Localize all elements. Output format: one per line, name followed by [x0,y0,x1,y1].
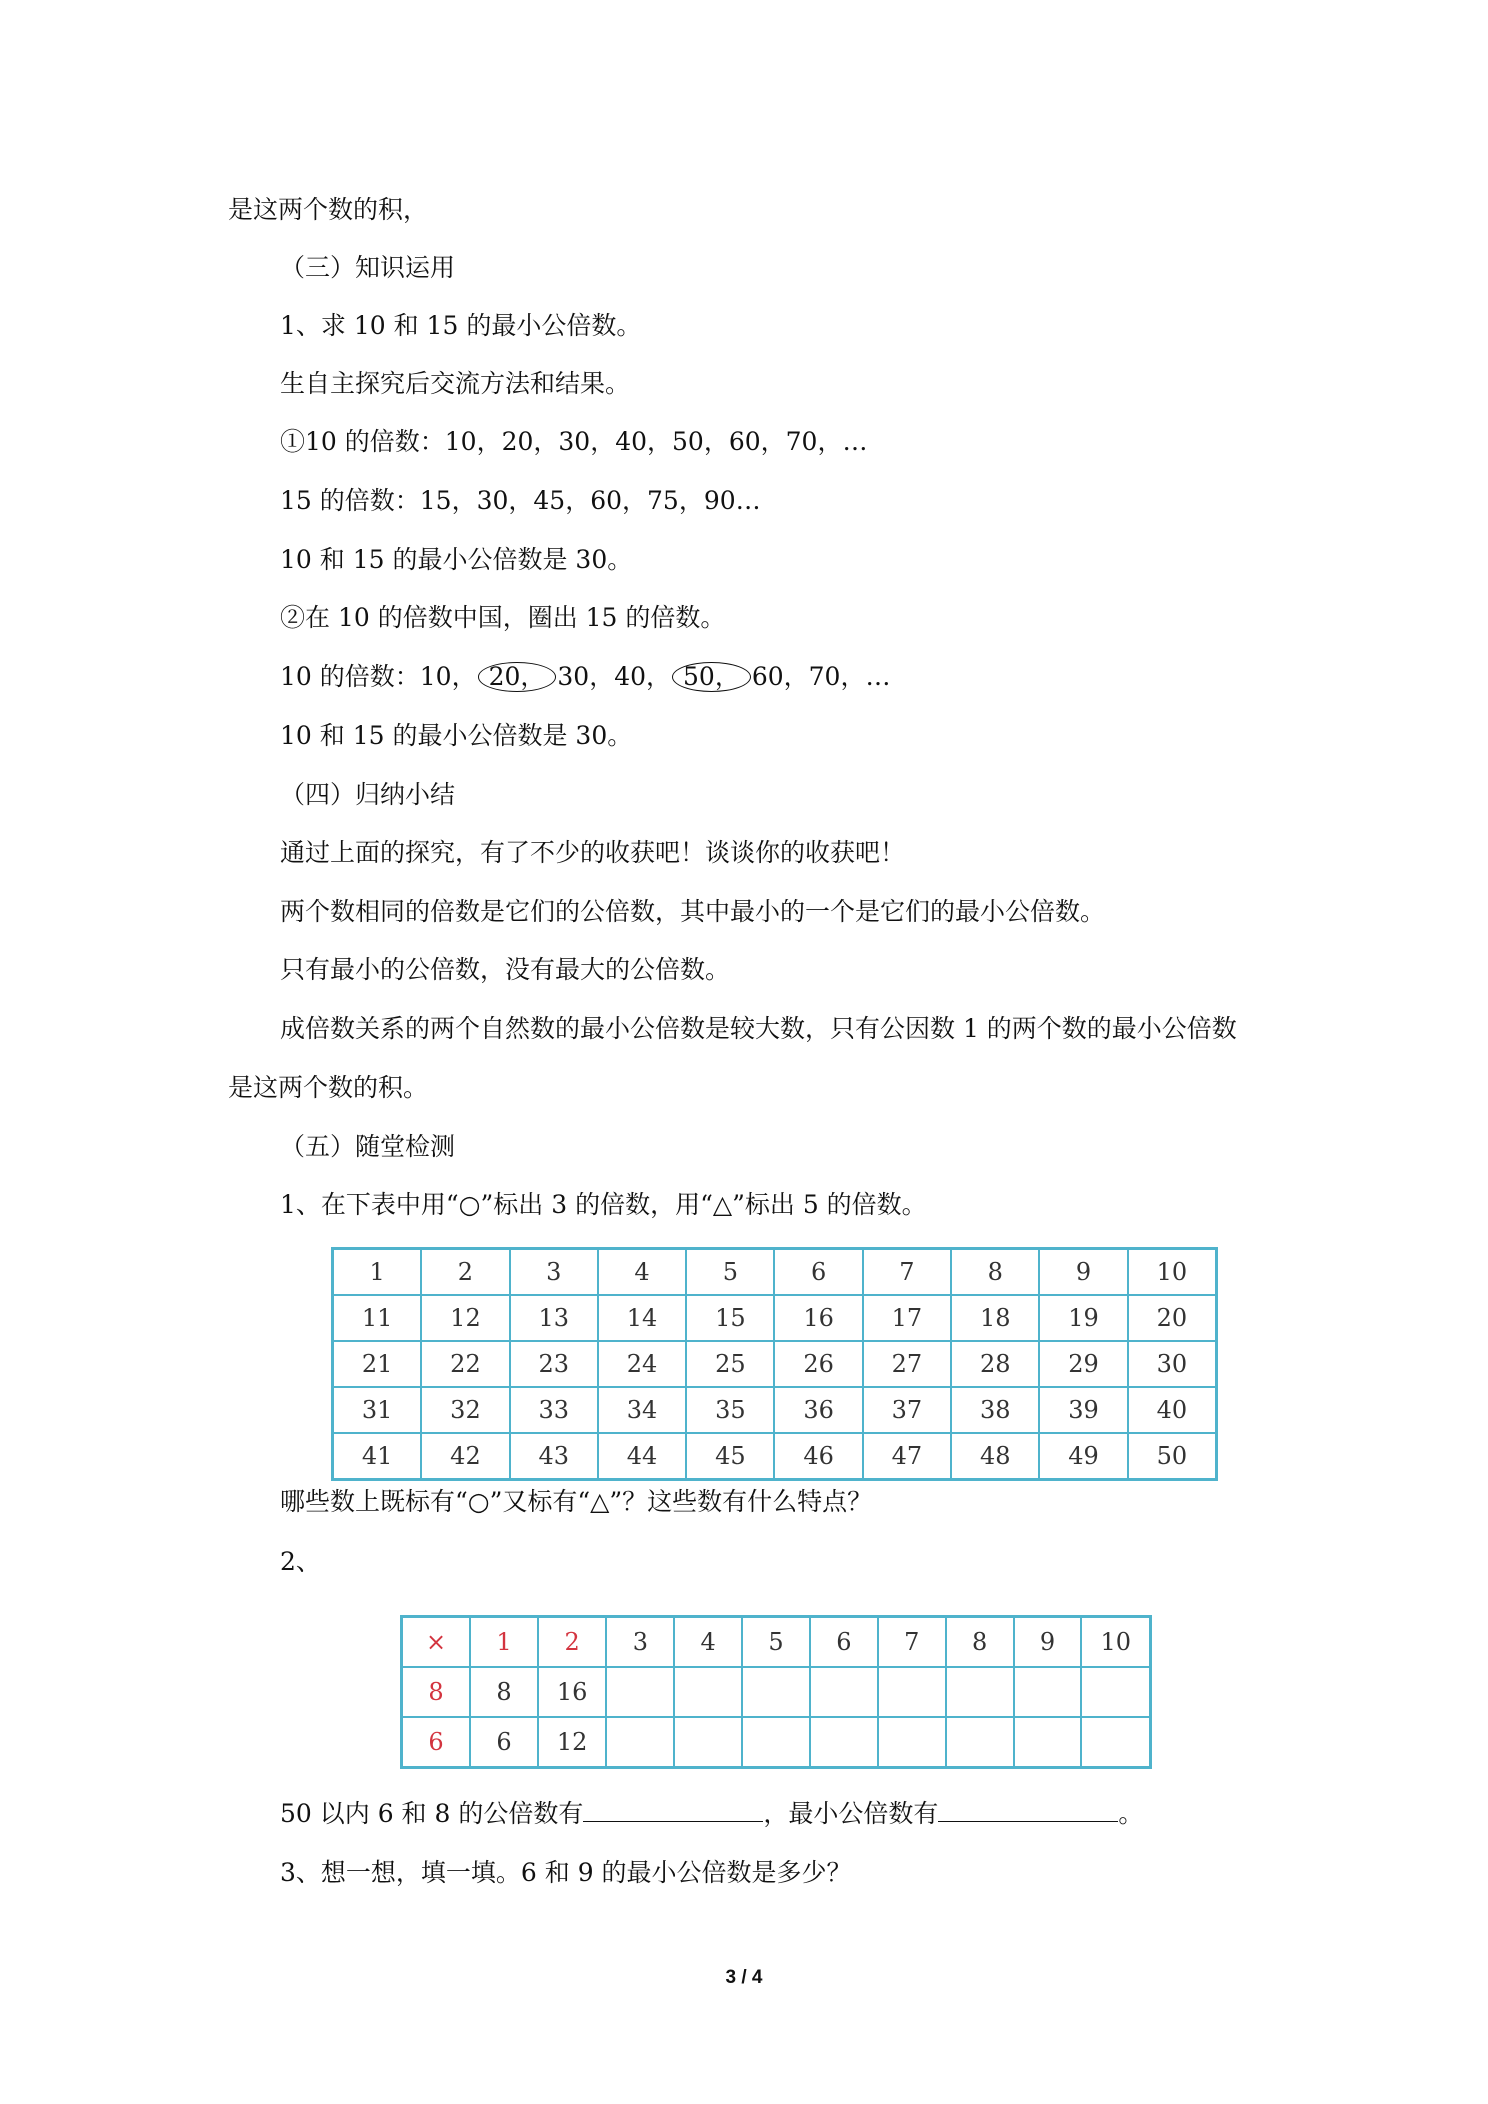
answer-cell[interactable] [810,1717,878,1768]
header-cell: × [402,1617,471,1668]
answer-cell[interactable] [946,1717,1014,1768]
grid-cell: 4 [598,1249,686,1296]
number-grid-table [331,1247,1218,1481]
table-cell: 6 [810,1617,878,1668]
grid-cell: 10 [1128,1249,1217,1296]
section-heading: （三）知识运用 [280,253,456,282]
grid-cell: 45 [686,1433,774,1480]
grid-cell: 30 [1128,1341,1217,1387]
grid-cell: 50 [1128,1433,1217,1480]
grid-cell: 16 [774,1295,862,1341]
table-row [333,1249,1217,1296]
text-line: 10 和 15 的最小公倍数是 30。 [280,545,633,574]
text-segment: 10 的倍数：10， [280,662,477,691]
header-cell: 6 [402,1717,471,1768]
table-row [333,1295,1217,1341]
table-cell: 9 [1014,1617,1082,1668]
answer-cell[interactable] [810,1667,878,1717]
section-heading: （五）随堂检测 [280,1132,456,1161]
table-row [333,1433,1217,1480]
grid-cell: 22 [421,1341,509,1387]
circled-number: 20， [478,662,557,692]
grid-cell: 34 [598,1387,686,1433]
table-row [402,1717,1151,1768]
text-segment: ，最小公倍数有 [763,1799,939,1828]
answer-cell[interactable] [946,1667,1014,1717]
text-line: 两个数相同的倍数是它们的公倍数，其中最小的一个是它们的最小公倍数。 [280,897,1106,926]
text-line: 只有最小的公倍数，没有最大的公倍数。 [280,955,731,984]
grid-cell: 41 [333,1433,422,1480]
grid-cell: 26 [774,1341,862,1387]
grid-cell: 13 [510,1295,598,1341]
grid-cell: 43 [510,1433,598,1480]
grid-cell: 18 [951,1295,1039,1341]
section-heading: （四）归纳小结 [280,780,456,809]
table-cell: 16 [538,1667,606,1717]
circled-multiples-line [280,660,890,694]
grid-cell: 11 [333,1295,422,1341]
answer-cell[interactable] [1014,1717,1082,1768]
grid-cell: 7 [863,1249,951,1296]
exercise-title: 2、 [280,1547,321,1576]
table-cell: 3 [606,1617,674,1668]
text-segment: 30，40， [557,662,672,691]
grid-cell: 9 [1039,1249,1127,1296]
grid-cell: 46 [774,1433,862,1480]
circled-number: 50， [672,662,751,692]
grid-cell: 8 [951,1249,1039,1296]
exercise-title: 3、想一想，填一填。6 和 9 的最小公倍数是多少？ [280,1858,852,1887]
grid-cell: 38 [951,1387,1039,1433]
answer-cell[interactable] [1081,1717,1150,1768]
table-cell: 10 [1081,1617,1150,1668]
table-row [333,1387,1217,1433]
answer-cell[interactable] [606,1667,674,1717]
grid-cell: 17 [863,1295,951,1341]
answer-cell[interactable] [878,1667,946,1717]
grid-cell: 12 [421,1295,509,1341]
table-cell: 5 [742,1617,810,1668]
text-line: 15 的倍数：15，30，45，60，75，90… [280,486,761,515]
grid-cell: 28 [951,1341,1039,1387]
answer-cell[interactable] [674,1667,742,1717]
text-segment: 。 [1118,1799,1144,1828]
question-text: 哪些数上既标有“○”又标有“△”？这些数有什么特点？ [280,1487,873,1516]
table-cell: 7 [878,1617,946,1668]
text-line: 成倍数关系的两个自然数的最小公倍数是较大数，只有公因数 1 的两个数的最小公倍数 [280,1014,1237,1043]
table-row [333,1341,1217,1387]
grid-cell: 27 [863,1341,951,1387]
text-line: 生自主探究后交流方法和结果。 [280,369,631,398]
grid-cell: 21 [333,1341,422,1387]
answer-cell[interactable] [674,1717,742,1768]
answer-blank[interactable] [938,1797,1118,1822]
answer-cell[interactable] [1014,1667,1082,1717]
grid-cell: 35 [686,1387,774,1433]
grid-cell: 5 [686,1249,774,1296]
table-row [402,1617,1151,1668]
grid-cell: 15 [686,1295,774,1341]
grid-cell: 23 [510,1341,598,1387]
grid-cell: 2 [421,1249,509,1296]
grid-cell: 39 [1039,1387,1127,1433]
header-cell: 2 [538,1617,606,1668]
grid-cell: 40 [1128,1387,1217,1433]
grid-cell: 33 [510,1387,598,1433]
grid-cell: 14 [598,1295,686,1341]
exercise-title: 1、在下表中用“○”标出 3 的倍数，用“△”标出 5 的倍数。 [280,1190,927,1219]
answer-cell[interactable] [742,1717,810,1768]
answer-blank[interactable] [583,1797,763,1822]
grid-cell: 24 [598,1341,686,1387]
grid-cell: 29 [1039,1341,1127,1387]
grid-cell: 3 [510,1249,598,1296]
grid-cell: 6 [774,1249,862,1296]
table-cell: 8 [946,1617,1014,1668]
table-cell: 4 [674,1617,742,1668]
table-cell: 12 [538,1717,606,1768]
text-line: ②在 10 的倍数中国，圈出 15 的倍数。 [280,603,726,632]
text-line: 10 和 15 的最小公倍数是 30。 [280,721,633,750]
answer-cell[interactable] [606,1717,674,1768]
table-row [402,1667,1151,1717]
header-cell: 1 [470,1617,538,1668]
grid-cell: 19 [1039,1295,1127,1341]
table-cell: 8 [470,1667,538,1717]
grid-cell: 44 [598,1433,686,1480]
grid-cell: 20 [1128,1295,1217,1341]
text-line: 通过上面的探究，有了不少的收获吧！谈谈你的收获吧！ [280,838,906,867]
header-cell: 8 [402,1667,471,1717]
answer-cell[interactable] [1081,1667,1150,1717]
text-line: ①10 的倍数：10，20，30，40，50，60，70，… [280,427,868,456]
text-segment: 60，70，… [751,662,891,691]
table-cell: 6 [470,1717,538,1768]
grid-cell: 36 [774,1387,862,1433]
grid-cell: 37 [863,1387,951,1433]
fill-blank-line [280,1797,1143,1831]
text-line: 是这两个数的积， [228,195,429,224]
page-number: 3 / 4 [725,1967,763,1988]
exercise-title: 1、求 10 和 15 的最小公倍数。 [280,311,642,340]
grid-cell: 32 [421,1387,509,1433]
grid-cell: 1 [333,1249,422,1296]
grid-cell: 49 [1039,1433,1127,1480]
text-segment: 50 以内 6 和 8 的公倍数有 [280,1799,584,1828]
answer-cell[interactable] [742,1667,810,1717]
grid-cell: 42 [421,1433,509,1480]
grid-cell: 31 [333,1387,422,1433]
multiplication-table [400,1615,1152,1769]
grid-cell: 48 [951,1433,1039,1480]
grid-cell: 47 [863,1433,951,1480]
text-line: 是这两个数的积。 [228,1073,429,1102]
answer-cell[interactable] [878,1717,946,1768]
grid-cell: 25 [686,1341,774,1387]
